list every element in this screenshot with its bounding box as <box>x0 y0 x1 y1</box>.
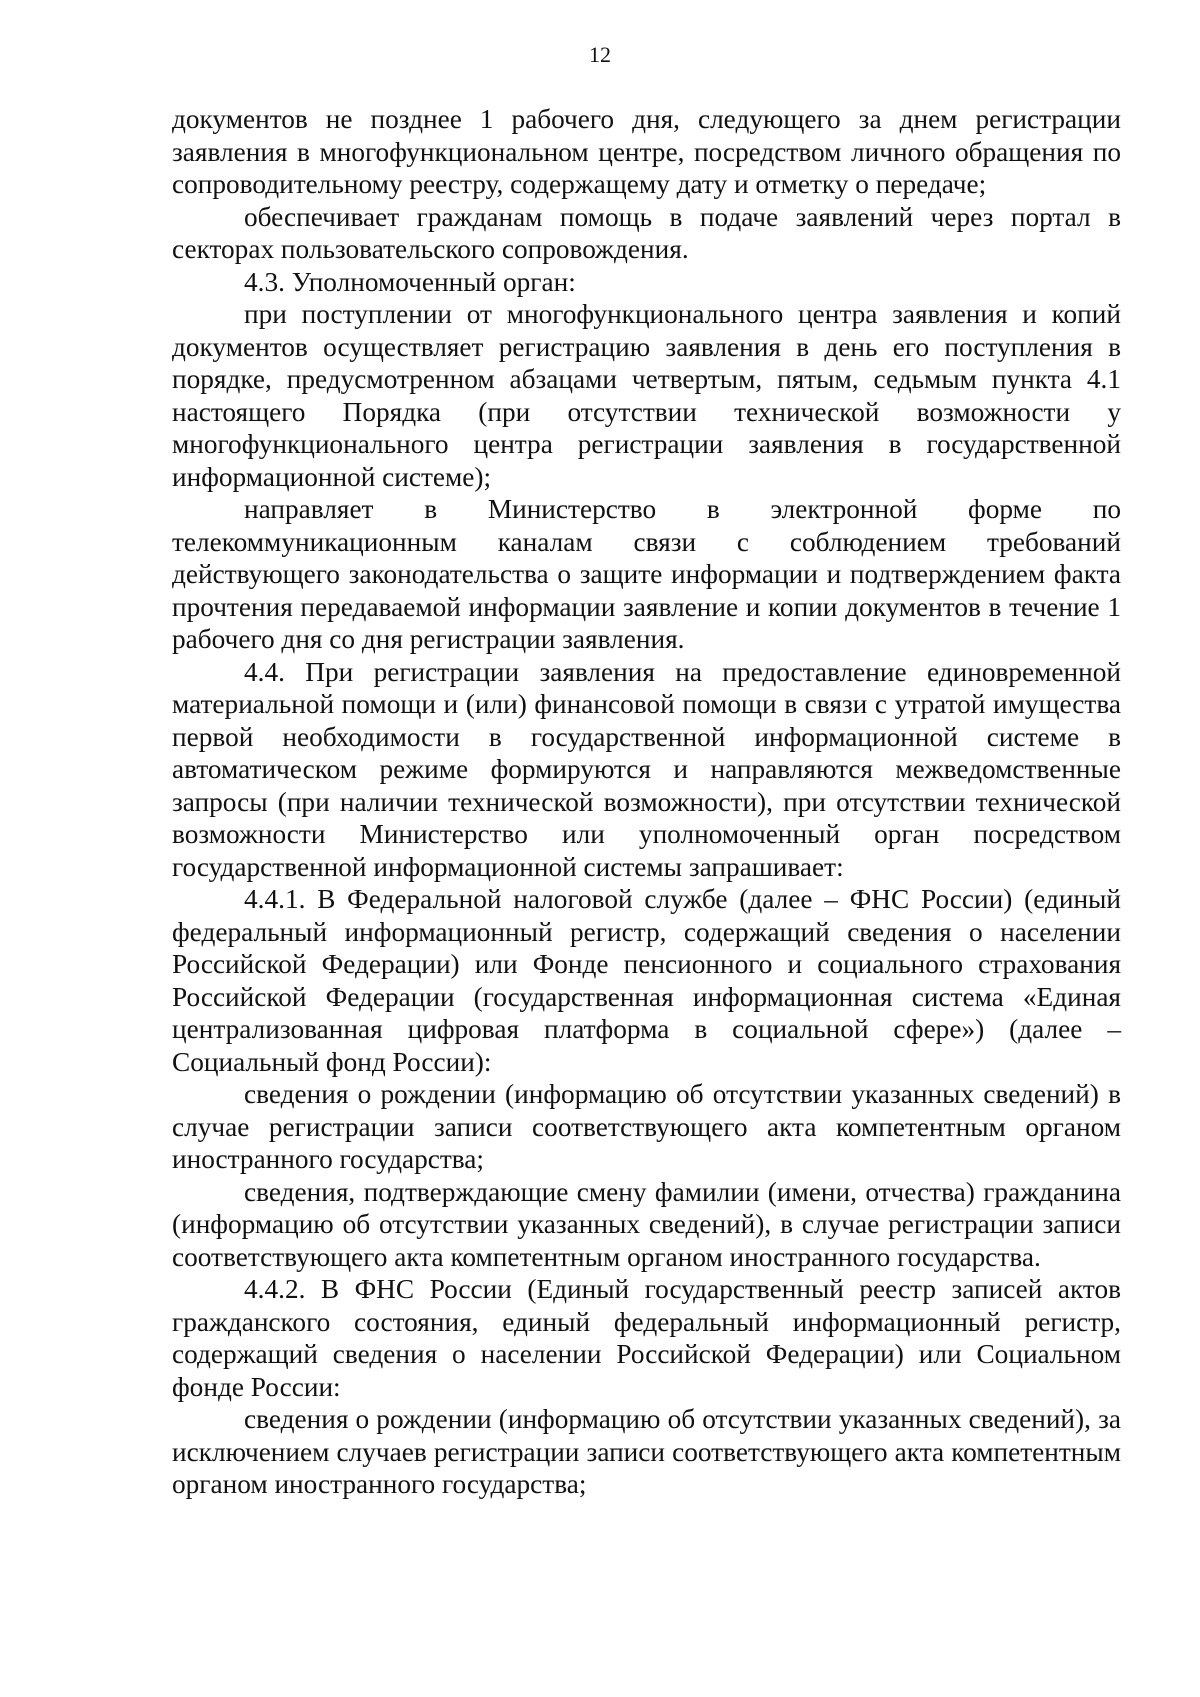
paragraph-portal-assistance: обеспечивает гражданам помощь в подаче заявлений через портал в секторах пользовательского сопровождения. <box>172 201 1121 264</box>
paragraph-registration: при поступлении от многофункционального центра заявления и копий документов осуществляет регистрацию заявления в день его поступления в порядке, предусмотренном абзацами четвертым, пятым, седьмым пункта 4.1 настоящего Порядка (при отсутствии технической возможности у многофункционального центра регистрации заявления в государственной информационной системе); <box>172 299 1121 492</box>
section-4-4-1: 4.4.1. В Федеральной налоговой службе (далее – ФНС России) (единый федеральный информационный регистр, содержащий сведения о населении Российской Федерации) или Фонде пенсионного и социального страхования Российской Федерации (государственная информационная система «Единая централизованная цифровая платформа в социальной сфере») (далее – Социальный фонд России): <box>172 884 1121 1077</box>
section-4-4-2: 4.4.2. В ФНС России (Единый государственный реестр записей актов гражданского состояния, единый федеральный информационный регистр, содержащий сведения о населении Российской Федерации) или Социальном фонде России: <box>172 1274 1121 1402</box>
section-heading-4-3: 4.3. Уполномоченный орган: <box>244 266 576 297</box>
paragraph-birth-info: сведения о рождении (информацию об отсутствии указанных сведений) в случае регистрации записи соответствующего акта компетентным органом иностранного государства; <box>172 1079 1121 1174</box>
paragraph-name-change: сведения, подтверждающие смену фамилии (имени, отчества) гражданина (информацию об отсутствии указанных сведений), в случае регистрации записи соответствующего акта компетентным органом иностранного государства. <box>172 1176 1121 1272</box>
section-4-4: 4.4. При регистрации заявления на предоставление единовременной материальной помощи и (или) финансовой помощи в связи с утратой имущества первой необходимости в государственной информационной системе в автоматическом режиме формируются и направляются межведомственные запросы (при наличии технической возможности), при отсутствии технической возможности Министерство или уполномоченный орган посредством государственной информационной системы запрашивает: <box>172 656 1121 882</box>
page-number: 12 <box>589 42 611 67</box>
paragraph-forwarding: направляет в Министерство в электронной форме по телекоммуникационным каналам связи с соблюдением требований действующего законодательства о защите информации и подтверждением факта прочтения передаваемой информации заявление и копии документов в течение 1 рабочего дня со дня регистрации заявления. <box>172 494 1121 654</box>
paragraph-continuation: документов не позднее 1 рабочего дня, следующего за днем регистрации заявления в многофункциональном центре, посредством личного обращения по сопроводительному реестру, содержащему дату и отметку о передаче; <box>172 104 1121 199</box>
document-body <box>172 103 1121 1501</box>
paragraph-birth-info-exception: сведения о рождении (информацию об отсутствии указанных сведений), за исключением случаев регистрации записи соответствующего акта компетентным органом иностранного государства; <box>172 1404 1121 1499</box>
